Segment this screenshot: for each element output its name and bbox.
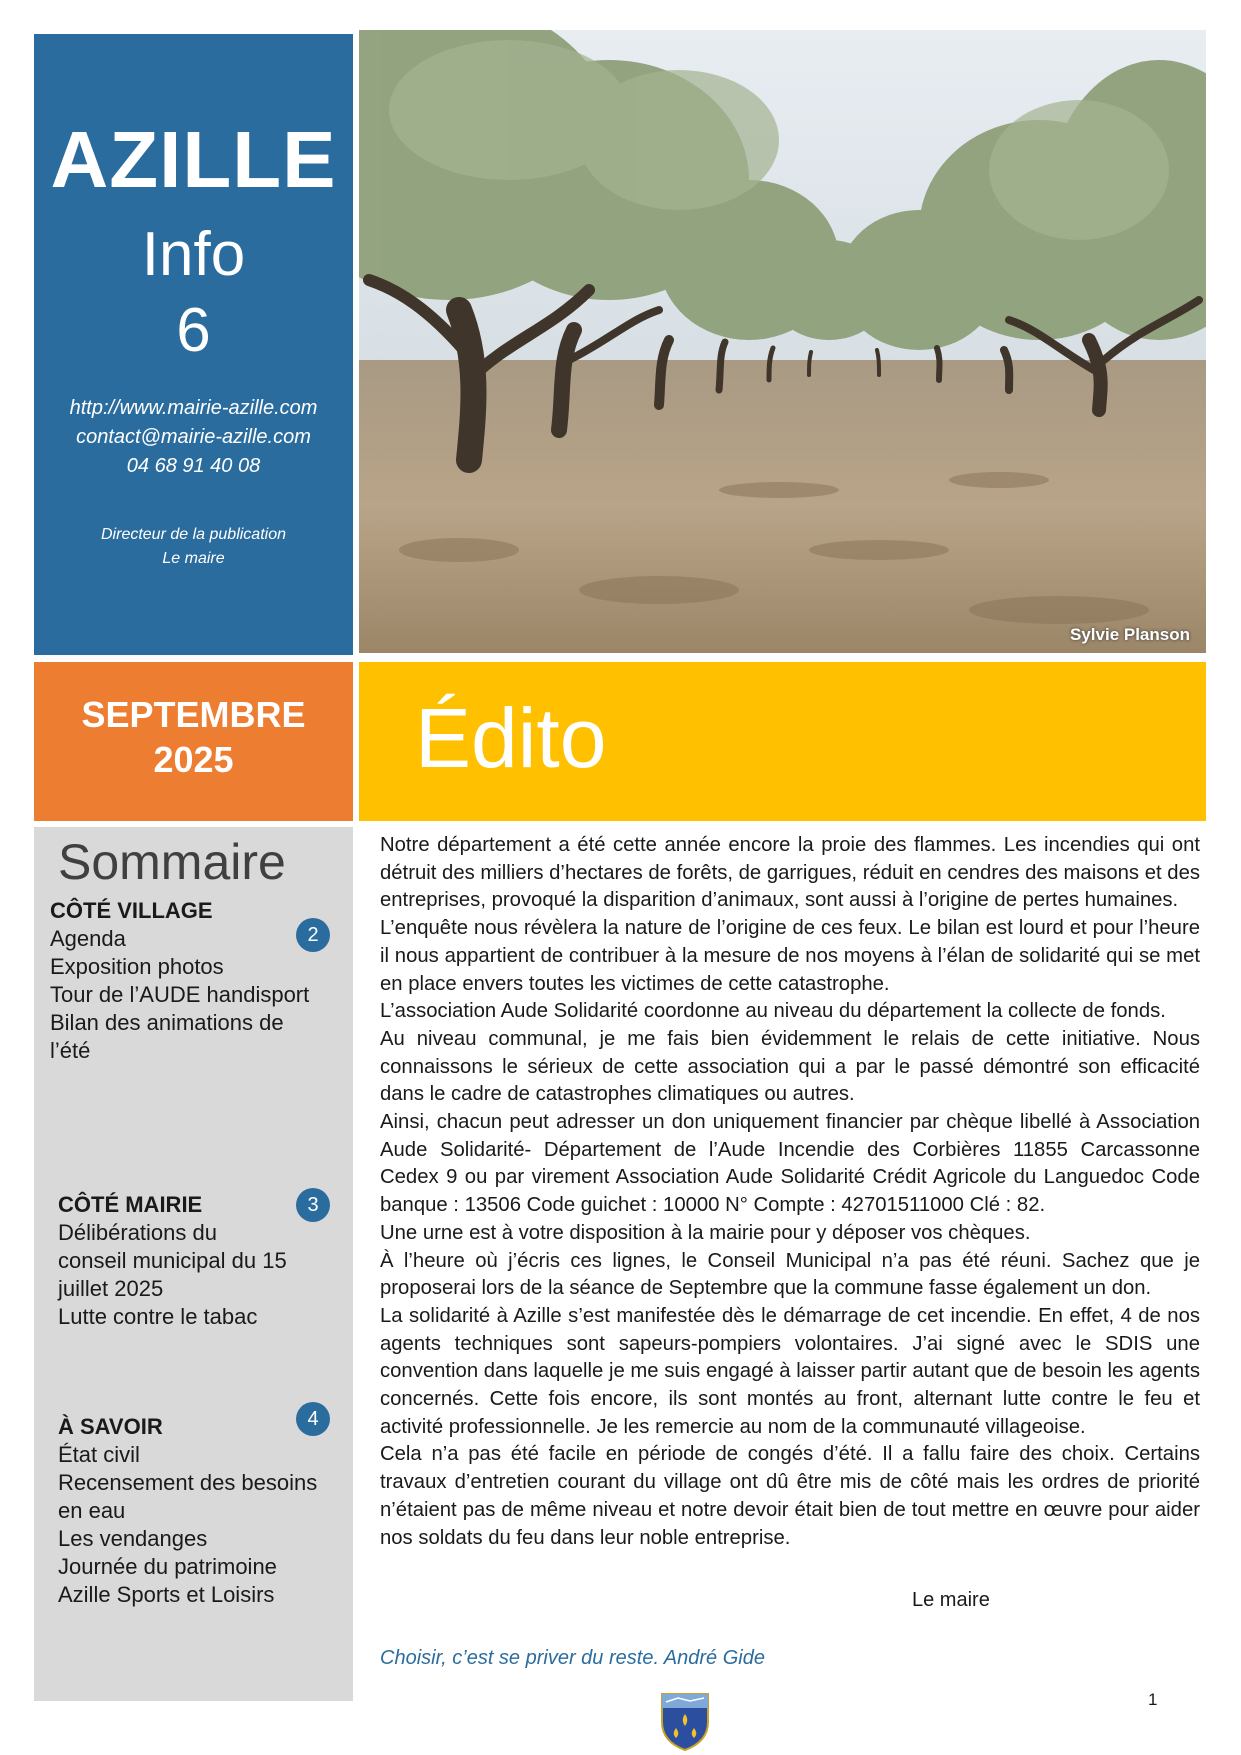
toc-section-heading: CÔTÉ VILLAGE [50, 898, 213, 923]
toc-item: Agenda [50, 926, 126, 951]
table-of-contents [34, 827, 353, 1701]
page-badge: 2 [296, 918, 330, 952]
toc-section-cote-mairie[interactable] [58, 1191, 288, 1331]
toc-section-heading: CÔTÉ MAIRIE [58, 1192, 203, 1217]
olive-grove-illustration [359, 30, 1206, 653]
toc-item: Les vendanges [58, 1526, 208, 1551]
phone-number: 04 68 91 40 08 [126, 454, 261, 477]
email-link[interactable]: contact@mairie-azille.com [76, 425, 311, 448]
article-paragraph: L’association Aude Solidarité coordonne au niveau du département la collecte de fonds. [380, 1000, 1166, 1023]
director-name: Le maire [162, 549, 225, 567]
article-paragraph: L’enquête nous révèlera la nature de l’origine de ces feux. Le bilan est lourd et pour l’heure il nous appartient de contribuer à la mesure de nos moyens à l’élan de solidarité qui se met en place envers toutes les victimes de cette catastrophe. [380, 917, 1200, 995]
toc-item: Tour de l’AUDE handisport [50, 982, 310, 1007]
page-badge: 3 [296, 1188, 330, 1222]
masthead-subtitle: Info [141, 220, 246, 289]
toc-section-a-savoir[interactable] [58, 1413, 318, 1609]
toc-item: Lutte contre le tabac [58, 1304, 258, 1329]
article-paragraph: Cela n’a pas été facile en période de congés d’été. Il a fallu faire des choix. Certains travaux d’entretien courant du village ont dû être mis de côté mais les ordres de priorité n’étaient pas de même niveau et notre devoir était bien de tout mettre en œuvre pour aider nos soldats du feu dans leur noble entreprise. [380, 1443, 1200, 1549]
toc-section-cote-village[interactable] [50, 897, 340, 1065]
website-link[interactable]: http://www.mairie-azille.com [69, 396, 318, 419]
toc-item: Exposition photos [50, 954, 224, 979]
article-signature: Le maire [912, 1589, 990, 1611]
closing-quote: Choisir, c’est se priver du reste. André Gide [380, 1647, 765, 1669]
toc-section-heading: À SAVOIR [58, 1414, 163, 1439]
issue-month: SEPTEMBRE [81, 694, 306, 735]
page-badge: 4 [296, 1402, 330, 1436]
director-label: Directeur de la publication [101, 525, 286, 543]
toc-item: Bilan des animations de l’été [50, 1010, 284, 1063]
edito-article [380, 832, 1200, 1552]
village-crest-logo [658, 1688, 712, 1752]
issue-year: 2025 [153, 739, 234, 780]
cover-photo-olive-grove [359, 30, 1206, 653]
page-number: 1 [1148, 1690, 1158, 1709]
issue-date [34, 662, 353, 821]
issue-number: 6 [176, 296, 211, 366]
article-paragraph: Une urne est à votre disposition à la mairie pour y déposer vos chèques. [380, 1221, 1031, 1244]
toc-item: Azille Sports et Loisirs [58, 1582, 275, 1607]
toc-title: Sommaire [58, 834, 286, 890]
publication-director [34, 523, 353, 571]
toc-item: Journée du patrimoine [58, 1554, 277, 1579]
article-paragraph: Ainsi, chacun peut adresser un don uniquement financier par chèque libellé à Association Aude Solidarité- Département de l’Aude Incendie des Corbières 11855 Carcassonne Cedex 9 ou par virement Association Aude Solidarité Crédit Agricole du Languedoc Code banque : 13506 Code guichet : 10000 N° Compte : 42701511000 Clé : 82. [380, 1111, 1200, 1217]
contact-info [34, 394, 353, 481]
edito-title: Édito [415, 691, 607, 785]
toc-item: Recensement des besoins en eau [58, 1470, 318, 1523]
article-paragraph: Au niveau communal, je me fais bien évidemment le relais de cette initiative. Nous connaissons le sérieux de cette association qui a par le passé démontré son efficacité dans le cadre de catastrophes climatiques ou autres. [380, 1027, 1200, 1106]
edito-header [359, 662, 1206, 821]
toc-item: État civil [58, 1442, 140, 1467]
article-paragraph: Notre département a été cette année encore la proie des flammes. Les incendies qui ont détruit des milliers d’hectares de forêts, de garrigues, réduit en cendres des maisons et des entreprises, provoqué la disparition d’animaux, sont aussi à l’origine de pertes humaines. [380, 834, 1200, 912]
masthead-title: AZILLE [50, 115, 337, 204]
article-paragraph: La solidarité à Azille s’est manifestée dès le démarrage de cet incendie. En effet, 4 de nos agents techniques sont sapeurs-pompiers volontaires. J’ai signé avec le SDIS une convention dans laquelle je me suis engagé à laisser partir autant que de besoin les agents concernés. Cette fois encore, ils sont montés au front, alternant lutte contre le feu et activité professionnelle. Je les remercie au nom de la communauté villageoise. [380, 1304, 1200, 1438]
article-paragraph: À l’heure où j’écris ces lignes, le Conseil Municipal n’a pas été réuni. Sachez que je proposerai lors de la séance de Septembre que la commune fasse également un don. [380, 1249, 1200, 1300]
photo-credit: Sylvie Planson [1070, 625, 1190, 644]
masthead [34, 34, 353, 655]
toc-item: Délibérations du conseil municipal du 15 juillet 2025 [58, 1220, 287, 1301]
